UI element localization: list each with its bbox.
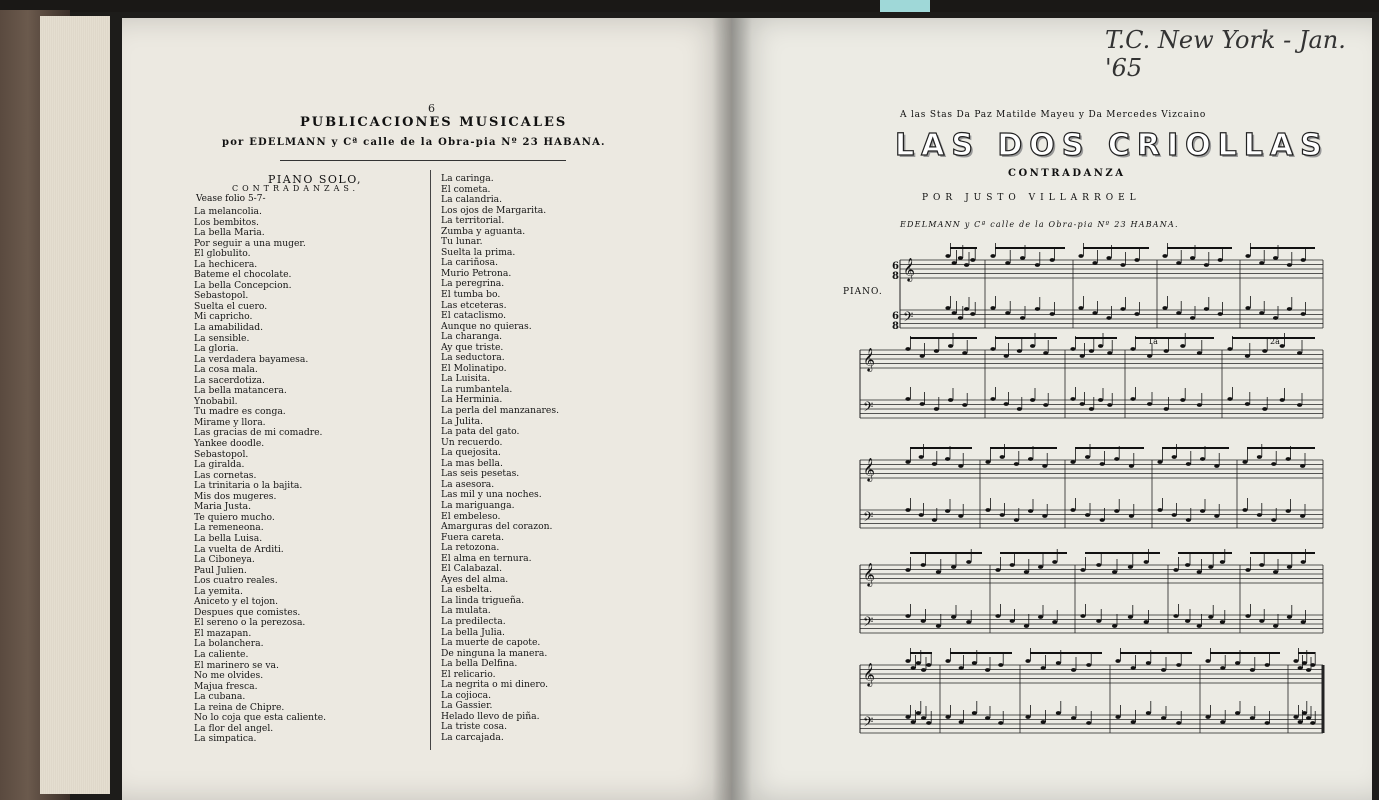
page-edges [40, 16, 110, 794]
time-signature-top-bass: 6 [892, 311, 899, 322]
catalog-entry: La reina de Chipre. [194, 701, 285, 713]
catalog-entry: El cometa. [441, 183, 491, 195]
catalog-entry: Sebastopol. [194, 448, 249, 460]
catalog-entry: La bella matancera. [194, 385, 287, 397]
catalog-entry: Maria Justa. [194, 501, 252, 513]
catalog-entry: La simpatica. [194, 733, 257, 745]
catalog-entry: El embeleso. [441, 510, 501, 522]
svg-text:𝄢: 𝄢 [903, 309, 914, 328]
catalog-entry: La hechicera. [194, 258, 258, 270]
subsection-heading: CONTRADANZAS. [232, 184, 360, 193]
book-gutter [712, 18, 752, 800]
catalog-column-1 [194, 207, 326, 745]
catalog-entry: La esbelta. [441, 584, 492, 596]
catalog-entry: El tumba bo. [441, 289, 501, 301]
catalog-entry: La predilecta. [441, 615, 506, 627]
catalog-entry: La remeneona. [194, 522, 264, 534]
dedication: A las Stas Da Paz Matilde Mayeu y Da Mercedes Vizcaino [900, 110, 1207, 120]
catalog-entry: No me olvides. [194, 670, 264, 682]
svg-text:𝄞: 𝄞 [863, 562, 875, 586]
svg-text:𝄞: 𝄞 [863, 662, 875, 686]
svg-text:𝄞: 𝄞 [863, 457, 875, 481]
catalog-entry: La bella Concepcion. [194, 279, 292, 291]
catalog-entry: La pata del gato. [441, 426, 520, 438]
score-publisher: EDELMANN y Cª calle de la Obra-pia Nº 23 HABANA. [900, 220, 1179, 229]
catalog-entry: La bella Maria. [194, 227, 265, 239]
catalog-entry: La triste cosa. [441, 721, 508, 733]
catalog-entry: La cosa mala. [194, 364, 258, 376]
catalog-entry: Bateme el chocolate. [194, 269, 292, 281]
catalog-entry: El relicario. [441, 668, 496, 680]
catalog-entry: La sacerdotiza. [194, 374, 265, 386]
catalog-entry: Las gracias de mi comadre. [194, 427, 323, 439]
catalog-entry: La calandria. [441, 194, 503, 206]
title-rule [280, 160, 566, 161]
catalog-entry: Mis dos mugeres. [194, 490, 277, 502]
catalog-entry: La cubana. [194, 691, 246, 703]
catalog-entry: La flor del angel. [194, 722, 274, 734]
catalog-entry: La cariñosa. [441, 257, 499, 269]
catalog-entry: La territorial. [441, 215, 505, 227]
catalog-entry: La cojioca. [441, 689, 492, 701]
catalog-entry: Suelta la prima. [441, 246, 516, 258]
catalog-entry: La bolanchera. [194, 638, 264, 650]
score-title: LAS DOS CRIOLLAS [895, 128, 1329, 163]
catalog-entry: Helado llevo de piña. [441, 710, 540, 722]
catalog-column-2 [441, 174, 559, 744]
catalog-entry: Los cuatro reales. [194, 575, 278, 587]
catalog-entry: La verdadera bayamesa. [194, 353, 309, 365]
score-system [860, 648, 1323, 733]
bookmark-tab [880, 0, 930, 12]
catalog-entry: Ynobabil. [194, 395, 238, 407]
background-top [0, 0, 1379, 12]
catalog-entry: La gloria. [194, 343, 239, 355]
catalog-entry: El marinero se va. [194, 659, 279, 671]
page-number: 6 [428, 102, 435, 115]
catalog-entry: Las etceteras. [441, 299, 507, 311]
catalog-entry: El Molinatipo. [441, 362, 507, 374]
catalog-entry: Sebastopol. [194, 290, 249, 302]
catalog-entry: El Calabazal. [441, 563, 503, 575]
catalog-entry: La mas bella. [441, 457, 503, 469]
catalog-entry: La asesora. [441, 478, 495, 490]
catalog-entry: Tu madre es conga. [194, 406, 286, 418]
folio-reference: Vease folio 5-7- [196, 194, 266, 204]
svg-text:𝄞: 𝄞 [863, 347, 875, 371]
time-signature-top: 6 [892, 261, 899, 272]
catalog-entry: El globulito. [194, 248, 251, 260]
catalog-entry: La Herminia. [441, 394, 503, 406]
catalog-entry: Aunque no quieras. [441, 320, 532, 332]
score-system [860, 333, 1323, 418]
catalog-entry: No lo coja que esta caliente. [194, 712, 327, 724]
catalog-entry: Te quiero mucho. [194, 511, 275, 523]
catalog-entry: La bella Delfina. [441, 658, 518, 670]
catalog-entry: Ay que triste. [441, 341, 504, 353]
catalog-entry: La Gassier. [441, 700, 493, 712]
catalog-entry: El alma en ternura. [441, 552, 532, 564]
score-author: POR JUSTO VILLARROEL [922, 193, 1141, 203]
catalog-entry: La yemita. [194, 585, 243, 597]
catalog-entry: La carcajada. [441, 731, 504, 743]
catalog-entry: La linda trigueña. [441, 594, 525, 606]
score-subtitle: CONTRADANZA [1008, 168, 1126, 179]
catalog-entry: La bella Luisa. [194, 532, 263, 544]
catalog-entry: Fuera careta. [441, 531, 505, 543]
catalog-entry: La Luisita. [441, 373, 491, 385]
catalog-entry: La bella Julia. [441, 626, 505, 638]
catalog-entry: El cataclismo. [441, 310, 507, 322]
catalog-entry: Murio Petrona. [441, 267, 512, 279]
catalog-entry: Las mil y una noches. [441, 489, 542, 501]
catalog-entry: Mirame y llora. [194, 416, 266, 428]
catalog-entry: La mariguanga. [441, 499, 515, 511]
catalog-entry: La giralda. [194, 459, 245, 471]
catalog-entry: La charanga. [441, 331, 503, 343]
catalog-entry: La muerte de capote. [441, 637, 541, 649]
column-divider [430, 170, 431, 750]
score-system [860, 549, 1323, 633]
catalog-entry: La mulata. [441, 605, 491, 617]
catalog-entry: Majua fresca. [194, 680, 258, 692]
catalog-entry: La rumbantela. [441, 383, 513, 395]
svg-text:𝄞: 𝄞 [903, 257, 915, 281]
catalog-entry: El sereno o la perezosa. [194, 617, 306, 629]
time-signature-bottom: 8 [892, 271, 899, 282]
catalog-entry: La Ciboneya. [194, 554, 255, 566]
catalog-entry: La perla del manzanares. [441, 405, 560, 417]
svg-text:𝄢: 𝄢 [863, 509, 874, 528]
catalog-entry: La seductora. [441, 352, 505, 364]
catalog-entry: Despues que comistes. [194, 606, 301, 618]
catalog-entry: Amarguras del corazon. [441, 521, 553, 533]
second-ending-label: 2a [1270, 337, 1280, 346]
score-system [860, 444, 1323, 528]
catalog-entry: Por seguir a una muger. [194, 237, 306, 249]
catalog-entry: La quejosita. [441, 447, 501, 459]
catalog-entry: Yankee doodle. [194, 438, 265, 450]
catalog-entry: Aniceto y el tojon. [194, 596, 279, 608]
catalog-entry: La peregrina. [441, 278, 505, 290]
catalog-entry: Tu lunar. [441, 236, 483, 248]
catalog-entry: Suelta el cuero. [194, 300, 268, 312]
catalog-entry: La retozona. [441, 542, 500, 554]
catalog-entry: Los ojos de Margarita. [441, 204, 547, 216]
catalog-entry: Ayes del alma. [441, 573, 509, 585]
handwritten-note: T.C. New York - Jan. '65 [1105, 26, 1346, 82]
catalog-title: PUBLICACIONES MUSICALES [300, 115, 568, 130]
catalog-subtitle: por EDELMANN y Cª calle de la Obra-pia Nº 23 HABANA. [222, 137, 606, 148]
catalog-entry: La amabilidad. [194, 322, 264, 334]
catalog-entry: De ninguna la manera. [441, 647, 548, 659]
svg-text:𝄢: 𝄢 [863, 714, 874, 733]
catalog-entry: Un recuerdo. [441, 436, 503, 448]
catalog-entry: La sensible. [194, 332, 250, 344]
catalog-entry: Las seis pesetas. [441, 468, 520, 480]
score-system [900, 243, 1323, 328]
catalog-entry: La Julita. [441, 415, 484, 427]
catalog-entry: Las cornetas. [194, 469, 257, 481]
catalog-entry: La caringa. [441, 173, 494, 184]
catalog-entry: La trinitaria o la bajita. [194, 480, 303, 492]
catalog-entry: La negrita o mi dinero. [441, 679, 549, 691]
time-signature-bottom-bass: 8 [892, 321, 899, 332]
first-ending-label: 1a [1148, 337, 1158, 346]
catalog-entry: Mi capricho. [194, 311, 253, 323]
catalog-entry: Paul Julien. [194, 564, 247, 576]
instrument-label: PIANO. [843, 287, 883, 297]
catalog-entry: Zumba y aguanta. [441, 225, 526, 237]
catalog-entry: La vuelta de Arditi. [194, 543, 284, 555]
section-heading: PIANO SOLO, [268, 173, 363, 186]
catalog-entry: La caliente. [194, 648, 249, 660]
svg-text:𝄢: 𝄢 [863, 399, 874, 418]
svg-text:𝄢: 𝄢 [863, 614, 874, 633]
music-score [840, 240, 1340, 740]
catalog-entry: El mazapan. [194, 627, 252, 639]
catalog-entry: Los bembitos. [194, 216, 259, 228]
catalog-entry: La melancolia. [194, 206, 262, 217]
